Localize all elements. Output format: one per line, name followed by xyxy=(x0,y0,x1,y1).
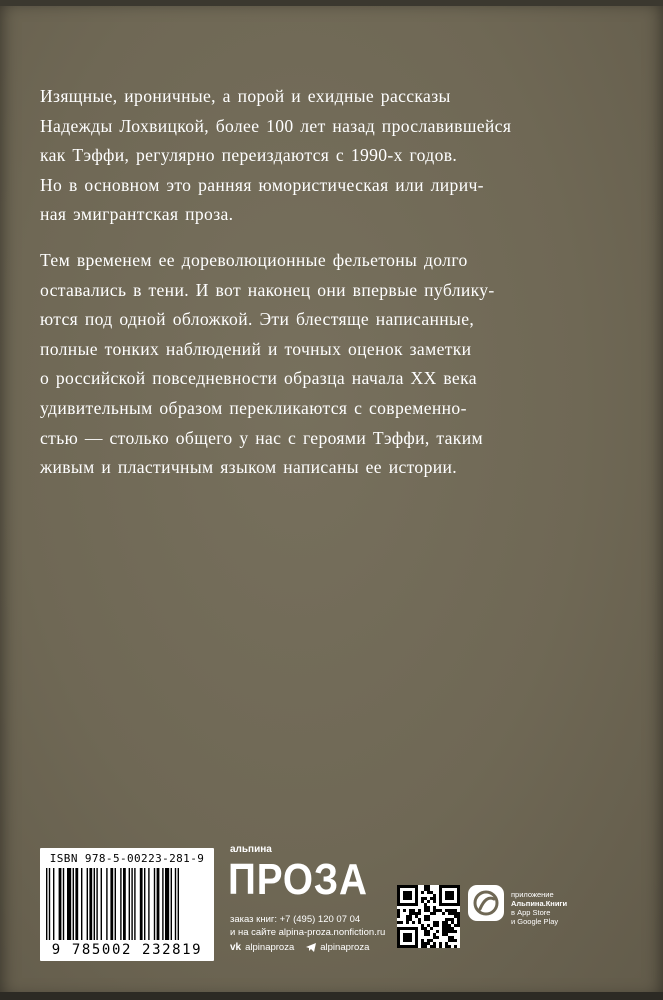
app-info-line: в App Store xyxy=(511,908,551,917)
app-icon xyxy=(468,885,504,921)
blurb-line: Надежды Лохвицкой, более 100 лет назад прославившейся xyxy=(40,115,512,136)
vk-icon: vk xyxy=(230,942,242,953)
app-info-line: и Google Play xyxy=(511,917,559,926)
blurb-line: как Тэффи, регулярно переиздаются с 1990-х годов. xyxy=(40,145,458,166)
isbn-text: ISBN 978-5-00223-281-9 xyxy=(49,852,205,865)
app-info-line: Альпина.Книги xyxy=(511,899,568,908)
social-links xyxy=(230,942,369,953)
app-info-line: приложение xyxy=(511,890,554,899)
ean-digits: 9 785002 232819 xyxy=(51,942,203,958)
barcode-bars xyxy=(46,868,208,942)
app-info xyxy=(511,890,567,926)
blurb-line: Изящные, ироничные, а порой и ехидные рассказы xyxy=(40,86,451,106)
blurb-line: о российской повседневности образца начала XX века xyxy=(40,368,477,389)
blurb-line: ная эмигрантская проза. xyxy=(40,204,234,225)
publisher-small-name: альпина xyxy=(230,844,272,855)
telegram-link[interactable] xyxy=(306,942,369,953)
blurb-line: удивительным образом перекликаются с современно- xyxy=(40,397,467,418)
order-info xyxy=(230,914,385,939)
qr-code xyxy=(397,885,460,948)
publisher-logo-text: ПРОЗА xyxy=(228,855,368,904)
vk-link[interactable] xyxy=(230,942,294,953)
order-website: и на сайте alpina-proza.nonfiction.ru xyxy=(230,926,386,938)
telegram-icon xyxy=(306,943,316,952)
order-phone: заказ книг: +7 (495) 120 07 04 xyxy=(230,914,361,925)
vk-handle: alpinaproza xyxy=(245,942,295,953)
telegram-handle: alpinaproza xyxy=(320,942,370,953)
blurb-line: полные тонких наблюдений и точных оценок заметки xyxy=(40,338,472,359)
blurb-line: оставались в тени. И вот наконец они впервые публику- xyxy=(40,279,495,300)
blurb-line: стью — столько общего у нас с героями Тэффи, таким xyxy=(40,427,483,448)
cover-top-edge xyxy=(0,0,663,6)
cover-bottom-edge xyxy=(0,992,663,1000)
blurb-line: Но в основном это ранняя юмористическая или лирич- xyxy=(40,174,484,195)
isbn-barcode-panel xyxy=(40,848,214,961)
blurb-text xyxy=(40,82,585,499)
blurb-paragraph-1 xyxy=(40,82,585,230)
alpina-app-logo-icon xyxy=(468,885,504,921)
blurb-line: ются под одной обложкой. Эти блестяще написанные, xyxy=(40,309,475,330)
blurb-line: живым и пластичным языком написаны ее истории. xyxy=(40,457,457,478)
blurb-paragraph-2 xyxy=(40,246,585,483)
blurb-line: Тем временем ее дореволюционные фельетоны долго xyxy=(40,249,468,270)
